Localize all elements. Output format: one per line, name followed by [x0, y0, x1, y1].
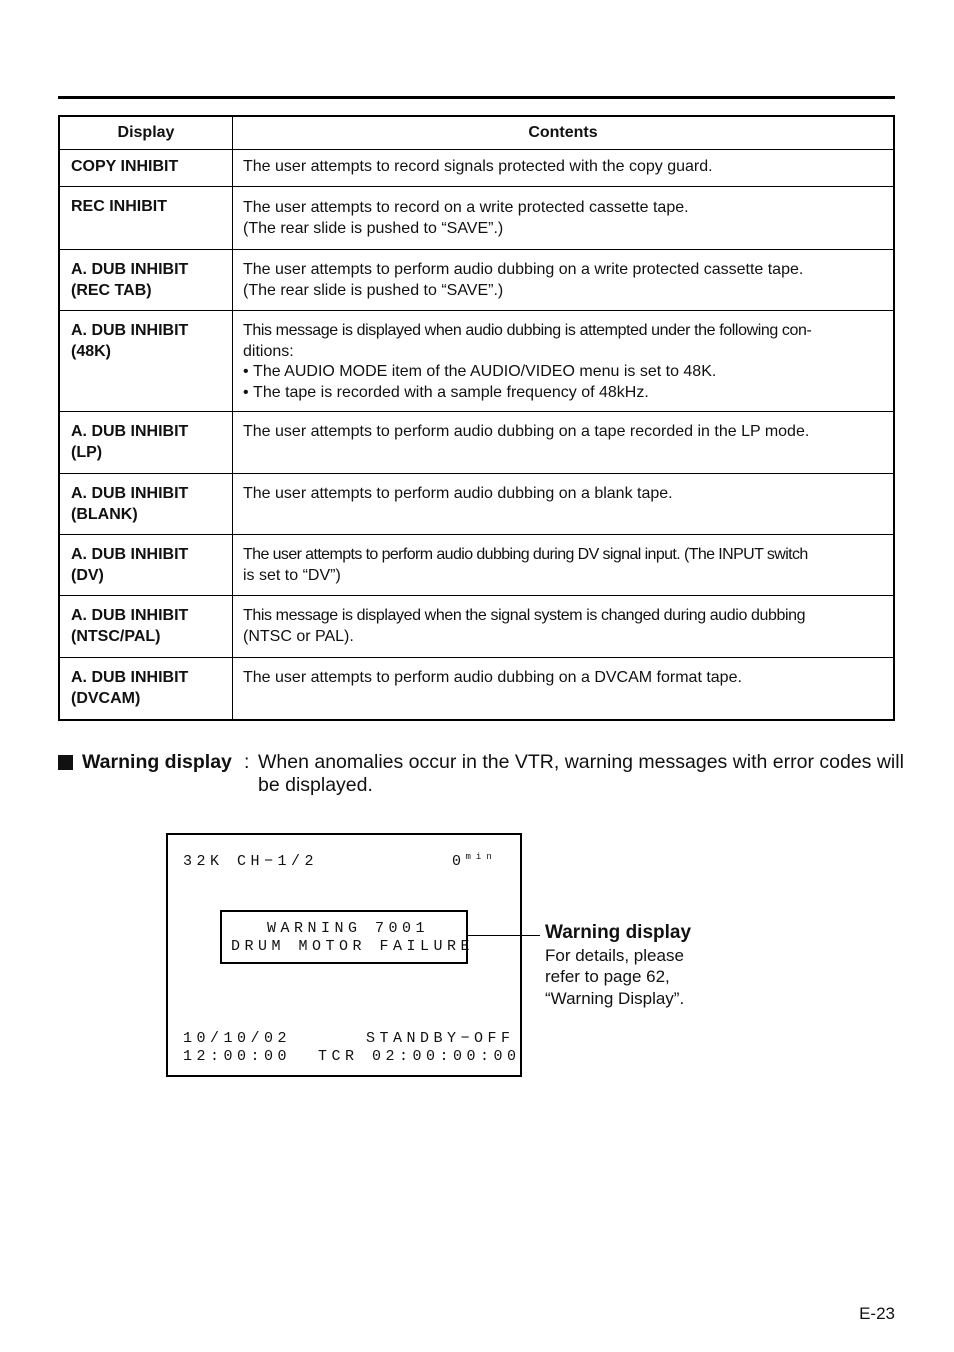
table-row	[59, 150, 894, 187]
table-row	[59, 658, 894, 720]
table-row	[59, 596, 894, 658]
row-display: A. DUB INHIBIT (DVCAM)	[59, 658, 233, 720]
screen-audio-mode: 32K CH−1/2	[183, 853, 319, 870]
messages-table	[58, 115, 895, 721]
row-contents: The user attempts to perform audio dubbing during DV signal input. (The INPUT switch is set to “DV”)	[233, 535, 895, 596]
warning-section-colon: :	[244, 751, 250, 773]
screen-counter: $0^{min}$	[452, 852, 497, 870]
row-display: A. DUB INHIBIT (NTSC/PAL)	[59, 596, 233, 658]
callout-leader-line	[466, 935, 540, 936]
row-contents: This message is displayed when audio dubbing is attempted under the following con- ditions: • The AUDIO MODE item of the AUDIO/VIDEO menu is set to 48K. • The tape is recorded with a sample frequency of 48kHz.	[233, 311, 895, 412]
table-row	[59, 187, 894, 250]
warning-section-title: Warning display	[82, 751, 232, 773]
screen-warning-message: DRUM MOTOR FAILURE	[231, 938, 475, 955]
table-header-row	[59, 116, 894, 150]
header-display: Display	[59, 116, 233, 150]
row-contents: The user attempts to perform audio dubbing on a write protected cassette tape. (The rear slide is pushed to “SAVE”.)	[233, 250, 895, 311]
row-contents: The user attempts to record signals protected with the copy guard.	[233, 150, 895, 187]
screen-date: 10/10/02	[183, 1030, 292, 1047]
row-display: A. DUB INHIBIT (BLANK)	[59, 474, 233, 535]
screen-warning-code: WARNING 7001	[267, 920, 430, 937]
row-display: A. DUB INHIBIT (REC TAB)	[59, 250, 233, 311]
screen-status: STANDBY−OFF	[366, 1030, 515, 1047]
warning-section-description: When anomalies occur in the VTR, warning messages with error codes will be displayed.	[258, 751, 904, 796]
vtr-screen-illustration	[166, 833, 522, 1077]
screen-timecode: TCR 02:00:00:00	[318, 1048, 521, 1065]
callout-title: Warning display	[545, 922, 692, 943]
table-row	[59, 311, 894, 412]
row-display: COPY INHIBIT	[59, 150, 233, 187]
row-contents: The user attempts to perform audio dubbing on a tape recorded in the LP mode.	[233, 412, 895, 474]
row-display: A. DUB INHIBIT (DV)	[59, 535, 233, 596]
warning-display-callout: Warning display For details, please refer to page 62, “Warning Display”.	[545, 922, 692, 1008]
screen-counter-unit: min	[465, 852, 497, 862]
table-row	[59, 250, 894, 311]
row-contents: This message is displayed when the signal system is changed during audio dubbing (NTSC or PAL).	[233, 596, 895, 658]
screen-warning-box	[220, 910, 475, 964]
table-row	[59, 535, 894, 596]
row-display: A. DUB INHIBIT (48K)	[59, 311, 233, 412]
table-row	[59, 474, 894, 535]
table-row	[59, 412, 894, 474]
square-bullet-icon	[58, 755, 73, 770]
top-rule	[58, 96, 895, 99]
row-contents: The user attempts to record on a write protected cassette tape. (The rear slide is pushed to “SAVE”.)	[233, 187, 895, 250]
header-contents: Contents	[233, 116, 895, 150]
row-contents: The user attempts to perform audio dubbing on a blank tape.	[233, 474, 895, 535]
row-display: A. DUB INHIBIT (LP)	[59, 412, 233, 474]
row-display: REC INHIBIT	[59, 187, 233, 250]
screen-time: 12:00:00	[183, 1048, 292, 1065]
page-number: E-23	[859, 1304, 895, 1323]
row-contents: The user attempts to perform audio dubbing on a DVCAM format tape.	[233, 658, 895, 720]
